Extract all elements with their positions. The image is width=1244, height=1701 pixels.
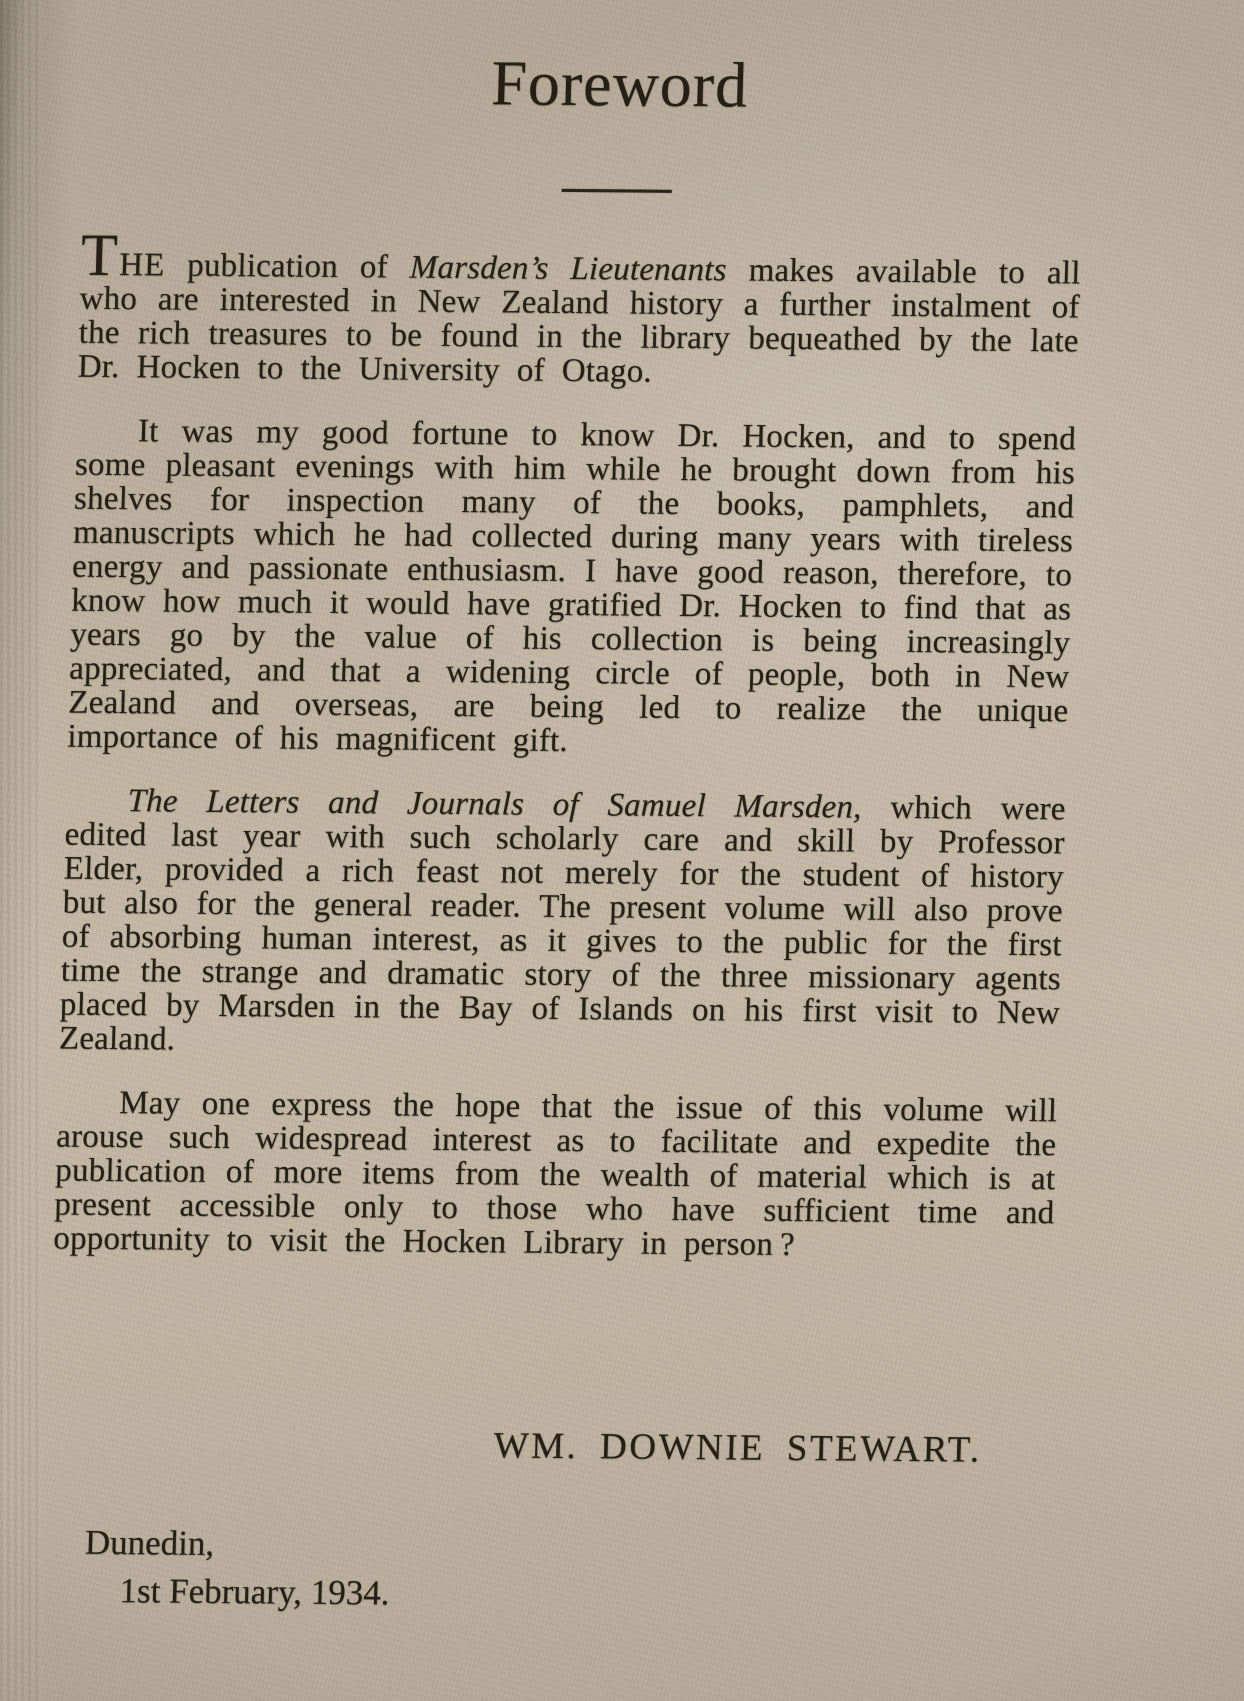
lead-capitals: HE [118,247,166,284]
paragraph-1-text-continued: makes available to all who are interested in New Zealand history a further instalment of the rich treasures to be found in the library bequeathed by the late Dr. Hocken to the University of Otago. [77,252,1082,390]
text-column [43,221,1082,1619]
page-title: Foreword [490,47,750,121]
paragraph-3-text: which were edited last year with such scholarly care and skill by Professor Elder, provided a rich feast not merely for the student of history but also for the general reader. The present volume will also prove of absorbing human interest, as it gives to the public for the first time the strange and dramatic story of the three missionary agents placed by Marsden in the Bay of Islands on his first visit to New Zealand. [58,789,1067,1058]
author-signature: WM. DOWNIE STEWART. [493,1425,983,1471]
paragraph-1 [77,221,1082,393]
title-divider-rule [562,189,672,193]
journal-title-italic: The Letters and Journals of Samuel Marsden, [127,783,863,826]
drop-cap-letter: T [79,221,121,289]
paragraph-4: May one express the hope that the issue of this volume will arouse such widespread interest as to facilitate and expedite the publication of more items from the wealth of material which is at present accessible only to those who have sufficient time and opportunity to visit the Hocken Library in person ? [52,1085,1058,1263]
paragraph-3 [59,784,1067,1065]
book-title-italic: Marsden’s Lieutenants [409,249,728,289]
paragraph-2: It was my good fortune to know Dr. Hocken, and to spend some pleasant evenings with him while he brought down from his shelves for inspection many of the books, pamphlets, and manuscripts which he had collected during many years with tireless energy and passionate enthusiasm. I have good reason, therefore, to know how much it would have gratified Dr. Hocken to find that as years go by the value of his collection is being increasingly appreciated, and that a widening circle of people, both in New Zealand and overseas, are being led to realize the unique importance of his magnificent gift. [66,413,1077,759]
imprint-place: Dunedin, [84,1522,215,1563]
paragraph-1-text: publication of [164,247,411,286]
imprint-date: 1st February, 1934. [119,1571,391,1613]
